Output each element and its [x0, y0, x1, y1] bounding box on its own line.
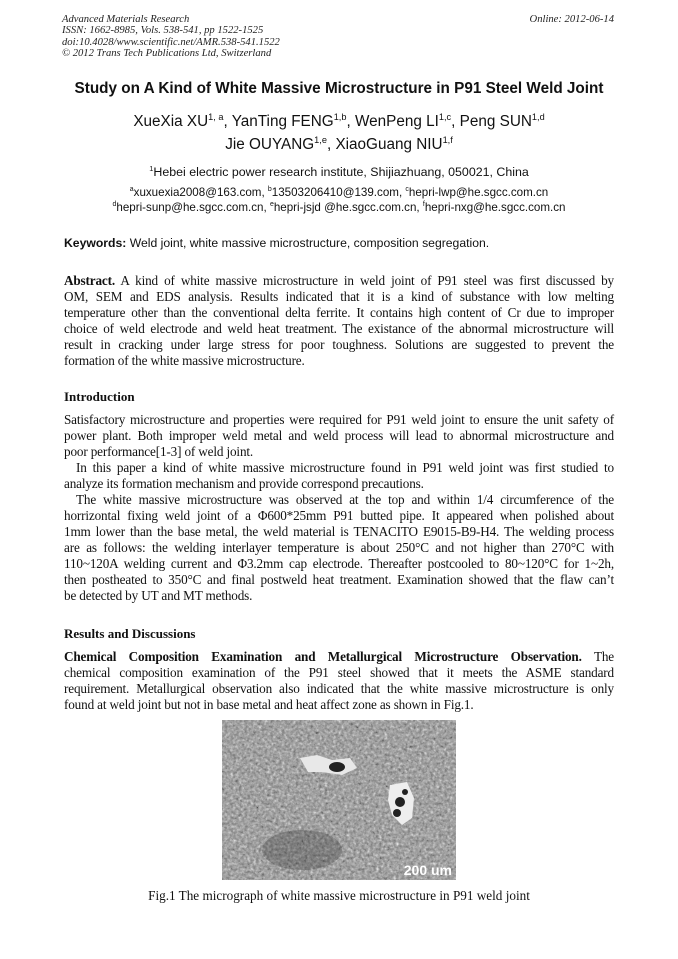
email-mark: f — [422, 201, 425, 209]
text-line — [64, 444, 614, 460]
paragraph — [64, 412, 614, 460]
issn: ISSN: 1662-8985, Vols. 538-541, pp 1522-1525 — [62, 25, 264, 37]
abstract — [64, 273, 614, 369]
line-text: 110~120A welding current and Φ3.2mm cap electrode. Thereafter postcooled to 80~120°C for 1~2h, — [64, 556, 614, 571]
text-line — [64, 524, 614, 540]
copyright: © 2012 Trans Tech Publications Ltd, Switzerland — [62, 47, 272, 59]
email-mark: a — [129, 186, 134, 194]
separator: , — [398, 186, 406, 199]
text-line — [64, 273, 614, 289]
emails-line-2 — [0, 201, 678, 214]
separator: , — [416, 201, 423, 214]
doi-link[interactable]: doi:10.4028/www.scientific.net/AMR.538-541.1522 — [62, 36, 280, 48]
micrograph-figure — [222, 720, 456, 880]
line-text: In this paper a kind of white massive microstructure found in P91 weld joint was first studied to — [76, 460, 614, 475]
text-line — [64, 337, 614, 353]
email-address[interactable]: hepri-jsjd @he.sgcc.com.cn — [273, 201, 417, 214]
text-line — [64, 305, 614, 321]
text-line — [64, 321, 614, 337]
separator: , — [346, 113, 355, 131]
separator: , — [261, 186, 268, 199]
line-text: horrizontal fixing weld joint of a Φ600*25mm P91 butted pipe. It appeared when polished about — [64, 508, 614, 523]
line-text: be detected by UT and MT methods. — [64, 588, 253, 603]
line-text: The — [581, 649, 614, 664]
paper-title: Study on A Kind of White Massive Microstructure in P91 Steel Weld Joint — [74, 80, 604, 97]
micrograph-image — [222, 720, 456, 880]
email-mark: c — [405, 186, 409, 194]
results-body — [64, 649, 614, 713]
affiliation-mark: 1 — [149, 164, 154, 173]
figure-caption: Fig.1 The micrograph of white massive microstructure in P91 weld joint — [148, 888, 530, 903]
line-text: The white massive microstructure was observed at the top and within 1/4 circumference of the — [76, 492, 614, 507]
online-date: Online: 2012-06-14 — [529, 14, 614, 25]
line-text: 1mm lower than the base metal, the weld material is TENACITO E9015-B9-H4. The welding process — [64, 524, 614, 539]
text-line — [64, 412, 614, 428]
affiliation — [0, 164, 678, 179]
keywords — [64, 236, 489, 250]
paragraph — [64, 460, 614, 492]
text-line — [64, 476, 614, 492]
line-text: then postheated to 350°C and final postweld heat treatment. Examination showed that the flaw can’t — [64, 572, 614, 587]
introduction-heading: Introduction — [64, 389, 135, 404]
author-affiliation-mark: 1,d — [531, 112, 545, 122]
email-address[interactable]: 13503206410@139.com — [271, 186, 399, 199]
separator: , — [326, 136, 336, 154]
separator: , — [263, 201, 270, 214]
line-text: choice of weld electrode and weld heat treatment. The existance of the abnormal microstructure will — [64, 321, 614, 336]
bold-lead: Abstract. — [64, 273, 116, 288]
line-text: are as follows: the welding interlayer temperature is about 250°C and not higher than 270°C with — [64, 540, 614, 555]
results-heading: Results and Discussions — [64, 626, 196, 641]
line-text: power plant. Both improper weld metal and weld process will lead to abnormal microstructure and — [64, 428, 614, 443]
text-line — [64, 540, 614, 556]
author-name: YanTing FENG — [231, 113, 334, 131]
author-name: XiaoGuang NIU — [335, 136, 443, 154]
line-text: temperature other than the conventional delta ferrite. It contains high content of Cr due to improper — [64, 305, 614, 320]
line-text: analyze its formation mechanism and provide correspond precautions. — [64, 476, 424, 491]
paragraph — [64, 492, 614, 604]
text-line — [64, 665, 614, 681]
email-address[interactable]: hepri-nxg@he.sgcc.com.cn — [424, 201, 566, 214]
text-line — [64, 460, 614, 476]
scale-bar-label: 200 um — [403, 862, 452, 878]
author-affiliation-mark: 1, a — [208, 112, 224, 122]
authors-line-2 — [0, 135, 678, 154]
email-mark: d — [112, 201, 117, 209]
keywords-text: Weld joint, white massive microstructure, composition segregation. — [126, 236, 490, 250]
author-name: Peng SUN — [459, 113, 532, 131]
affiliation-text: Hebei electric power research institute, Shijiazhuang, 050021, China — [153, 165, 529, 180]
line-text: Satisfactory microstructure and properties were required for P91 weld joint to ensure the unit safety of — [64, 412, 614, 427]
emails-line-1 — [0, 186, 678, 199]
author-name: Jie OUYANG — [225, 136, 315, 154]
line-text: poor performance[1-3] of weld joint. — [64, 444, 254, 459]
email-address[interactable]: xuxuexia2008@163.com — [133, 186, 262, 199]
text-line — [64, 588, 614, 604]
text-line — [64, 649, 614, 665]
journal-header — [62, 14, 280, 59]
line-text: result in cracking under large stress for poor toughness. Solutions are suggested to prevent the — [64, 337, 614, 352]
separator: , — [223, 113, 232, 131]
line-text: A kind of white massive microstructure in weld joint of P91 steel was first discussed by — [115, 273, 614, 288]
authors-line-1 — [0, 112, 678, 131]
author-name: XueXia XU — [133, 113, 209, 131]
text-line — [64, 492, 614, 508]
text-line — [64, 289, 614, 305]
email-address[interactable]: hepri-sunp@he.sgcc.com.cn — [116, 201, 264, 214]
text-line — [64, 556, 614, 572]
line-text: found at weld joint but not in base metal and heat affect zone as shown in Fig.1. — [64, 697, 474, 712]
journal-name: Advanced Materials Research — [62, 14, 190, 25]
author-name: WenPeng LI — [354, 113, 439, 131]
text-line — [64, 428, 614, 444]
separator: , — [451, 113, 460, 131]
line-text: formation of the white massive microstructure. — [64, 353, 305, 368]
text-line — [64, 697, 614, 713]
line-text: requirement. Metallurgical observation also indicated that the white massive microstructure is only — [64, 681, 614, 696]
author-affiliation-mark: 1,c — [438, 112, 452, 122]
text-line — [64, 508, 614, 524]
line-text: chemical composition examination of the P91 steel showed that it meets the ASME standard — [64, 665, 614, 680]
email-mark: b — [267, 186, 272, 194]
text-line — [64, 681, 614, 697]
text-line — [64, 572, 614, 588]
bold-lead: Chemical Composition Examination and Metallurgical Microstructure Observation. — [64, 649, 582, 664]
author-affiliation-mark: 1,b — [333, 112, 347, 122]
text-line — [64, 353, 614, 369]
author-affiliation-mark: 1,e — [314, 135, 327, 145]
keywords-label: Keywords: — [64, 236, 127, 250]
introduction-body — [64, 412, 614, 604]
email-mark: e — [269, 201, 274, 209]
email-address[interactable]: hepri-lwp@he.sgcc.com.cn — [408, 186, 549, 199]
line-text: OM, SEM and EDS analysis. Results indicated that it is a kind of substance with low melting — [64, 289, 614, 304]
author-affiliation-mark: 1,f — [442, 135, 453, 145]
